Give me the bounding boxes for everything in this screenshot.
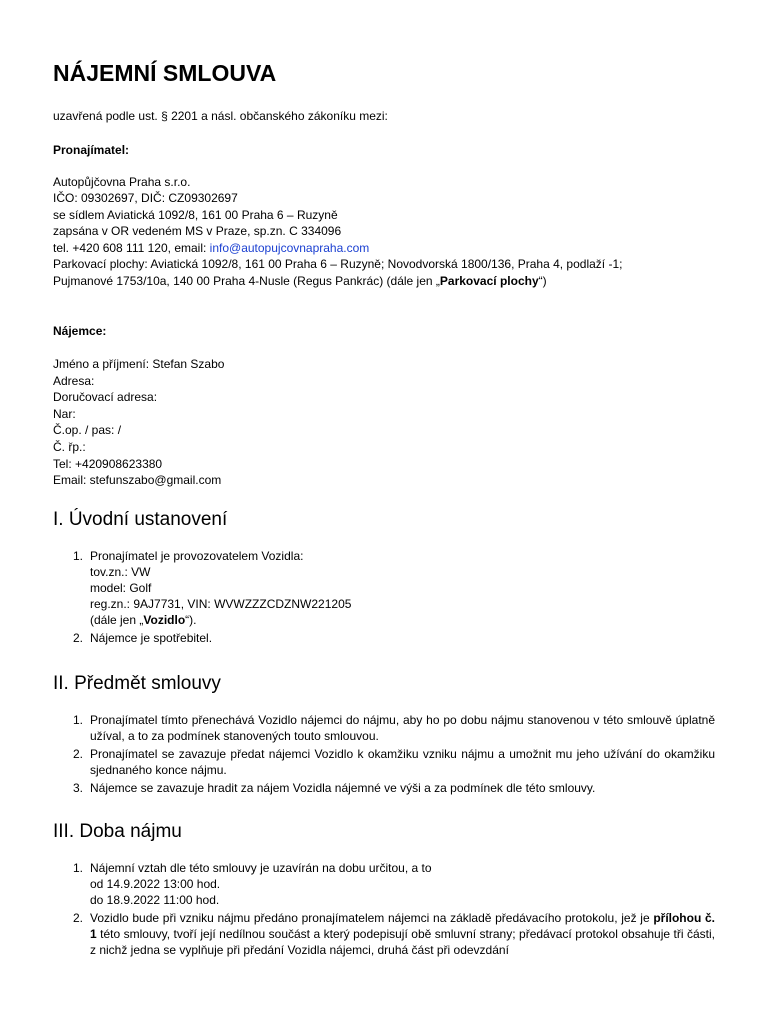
item-number: 2. [73,631,84,645]
item-number: 1. [73,713,84,727]
section3-list [53,860,715,958]
item-line: reg.zn.: 9AJ7731, VIN: WVWZZZCDZNW221205 [90,597,352,611]
item-number: 2. [73,911,84,925]
list-item [53,746,715,778]
item-line: tov.zn.: VW [90,565,151,579]
tenant-address: Adresa: [53,374,95,388]
landlord-tel: tel. +420 608 111 120, email: [53,241,210,255]
item-number: 1. [73,861,84,875]
page-title: NÁJEMNÍ SMLOUVA [53,60,277,86]
item-line-term [90,612,715,628]
list-item [53,630,715,646]
section1-list [53,548,715,646]
section3-heading: III. Doba nájmu [53,821,182,842]
tenant-tel: Tel: +420908623380 [53,457,163,471]
term-suffix: “). [185,613,197,627]
section2-list [53,712,715,796]
item-line: do 18.9.2022 11:00 hod. [90,893,220,907]
item-text-before: Vozidlo bude při vzniku nájmu předáno pronajímatelem nájemci na základě předávacího protokolu, jež je [90,911,654,925]
tenant-email: Email: stefunszabo@gmail.com [53,473,222,487]
landlord-ids: IČO: 09302697, DIČ: CZ09302697 [53,191,238,205]
list-item [53,548,715,628]
item-line: Pronajímatel je provozovatelem Vozidla: [90,549,304,563]
list-item [53,780,715,796]
intro-text: uzavřená podle ust. § 2201 a násl. občanského zákoníku mezi: [53,109,388,123]
list-item [53,712,715,744]
parking-term: Parkovací plochy [439,274,539,288]
list-item [53,910,715,958]
tenant-heading: Nájemce: [53,324,107,338]
vehicle-term: Vozidlo [143,613,186,627]
item-text: Nájemce se zavazuje hradit za nájem Vozidla nájemné ve výši a za podmínek dle této smlouvy. [90,781,596,795]
tenant-id-card: Č.op. / pas: / [53,423,122,437]
item-text-after: této smlouvy, tvoří její nedílnou součást a který podepisují obě smluvní strany; předávací protokol obsahuje tři části, z nichž jedna se vyplňuje při předání Vozidla nájemci, druhá část při odevzdání [90,927,715,957]
item-text: Nájemce je spotřebitel. [90,631,213,645]
section1-heading: I. Úvodní ustanovení [53,509,228,530]
landlord-name: Autopůjčovna Praha s.r.o. [53,175,191,189]
tenant-license: Č. řp.: [53,440,86,454]
term-prefix: (dále jen „ [90,613,144,627]
landlord-email-link[interactable]: info@autopujcovnapraha.com [209,241,370,255]
item-number: 1. [73,549,84,563]
landlord-heading: Pronajímatel: [53,143,130,157]
item-line: model: Golf [90,581,152,595]
landlord-parking-line1: Parkovací plochy: Aviatická 1092/8, 161 00 Praha 6 – Ruzyně; Novodvorská 1800/136, Praha 4, podlaží -1; [53,257,623,271]
section2-heading: II. Předmět smlouvy [53,673,221,694]
parking-line2-prefix: Pujmanové 1753/10a, 140 00 Praha 4-Nusle (Regus Pankrác) (dále jen „ [53,274,440,288]
item-number: 3. [73,781,84,795]
list-item [53,860,715,908]
item-number: 2. [73,747,84,761]
tenant-born: Nar: [53,407,76,421]
item-line: od 14.9.2022 13:00 hod. [90,877,221,891]
landlord-seat: se sídlem Aviatická 1092/8, 161 00 Praha 6 – Ruzyně [53,208,338,222]
item-text: Pronajímatel se zavazuje předat nájemci Vozidlo k okamžiku vzniku nájmu a umožnit mu jeho užívání do okamžiku sjednaného konce nájmu. [90,747,715,777]
tenant-delivery-address: Doručovací adresa: [53,390,158,404]
landlord-registry: zapsána v OR vedeném MS v Praze, sp.zn. C 334096 [53,224,342,238]
landlord-contact [53,240,369,256]
annex-term: přílohou č. 1 [90,911,715,941]
item-line: Nájemní vztah dle této smlouvy je uzavírán na dobu určitou, a to [90,861,432,875]
item-text: Pronajímatel tímto přenechává Vozidlo nájemci do nájmu, aby ho po dobu nájmu stanovenou v této smlouvě úplatně užíval, a to za podmínek stanovených touto smlouvou. [90,713,715,743]
landlord-parking-line2 [53,273,547,289]
parking-line2-suffix: “) [538,274,547,288]
tenant-name: Jméno a příjmení: Stefan Szabo [53,357,225,371]
